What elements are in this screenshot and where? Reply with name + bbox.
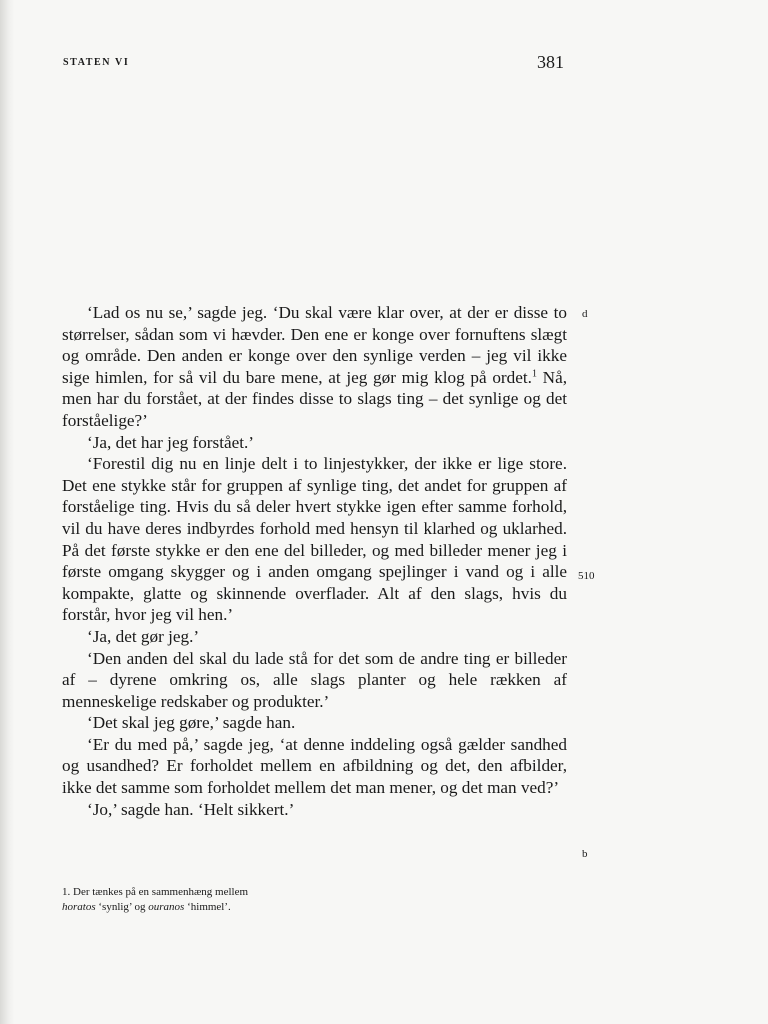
paragraph-2: ‘Ja, det har jeg forstået.’ (87, 432, 255, 452)
paragraph-1-text-cont: Nå, men har du forstået, at der findes disse to slags ting – det synlige og det forståelige?’ (62, 367, 567, 430)
footnote-line-1 (62, 885, 362, 900)
paragraph-7: ‘Er du med på,’ sagde jeg, ‘at denne inddeling også gælder sandhed og usandhed? Er forholdet mellem en afbildning og det, den afbilder, ikke det samme som forholdet mellem det man mener, og det man ved?’ (62, 734, 567, 798)
margin-ref-b: b (582, 848, 588, 860)
footnote-gloss-2: ‘himmel’. (184, 901, 231, 913)
body-text (62, 302, 567, 820)
paragraph-5: ‘Den anden del skal du lade stå for det som de andre ting er billeder af – dyrene omkring os, alle slags planter og hele rækken af menneskelige redskaber og produkter.’ (62, 648, 567, 711)
margin-ref-510: 510 (578, 570, 595, 582)
running-title: STATEN VI (63, 57, 130, 68)
footnote-term-ouranos: ouranos (148, 901, 185, 913)
page-number: 381 (537, 52, 564, 72)
paragraph-6: ‘Det skal jeg gøre,’ sagde han. (87, 713, 296, 733)
footnote-gloss-1: ‘synlig’ og (95, 901, 149, 913)
footnote-number: 1. (62, 886, 71, 898)
margin-ref-d: d (582, 308, 588, 320)
paragraph-8: ‘Jo,’ sagde han. ‘Helt sikkert.’ (87, 799, 295, 819)
scan-edge-shadow (0, 0, 14, 1024)
paragraph-1 (62, 302, 567, 432)
footnote-line-2 (62, 900, 362, 915)
footnote (62, 885, 362, 915)
footnote-term-horatos: horatos (62, 901, 96, 913)
paragraph-1-text: ‘Lad os nu se,’ sagde jeg. ‘Du skal være klar over, at der er disse to størrelser, sådan som vi hævder. Den ene er konge over fornuftens slægt og område. Den anden er konge over den synlige verden – jeg vil ikke sige himlen, for så vil du bare mene, at jeg gør mig klog på ordet. (62, 303, 567, 387)
footnote-text: Der tænkes på en sammenhæng mellem (73, 886, 249, 898)
paragraph-4: ‘Ja, det gør jeg.’ (87, 626, 200, 646)
footnote-ref[interactable]: 1 (531, 368, 537, 380)
paragraph-3: ‘Forestil dig nu en linje delt i to linjestykker, der ikke er lige store. Det ene stykke står for gruppen af synlige ting, det andet for gruppen af forståelige ting. Hvis du så deler hvert stykke igen efter samme forhold, vil du have deres indbyrdes forhold med hensyn til klarhed og uklarhed. På det første stykke er den ene del billeder, og med billeder mener jeg i første omgang skygger og i anden omgang spejlinger i vand og i alle kompakte, glatte og skinnende overflader. Alt af den slags, hvis du forstår, hvor jeg vil hen.’ (62, 454, 567, 625)
